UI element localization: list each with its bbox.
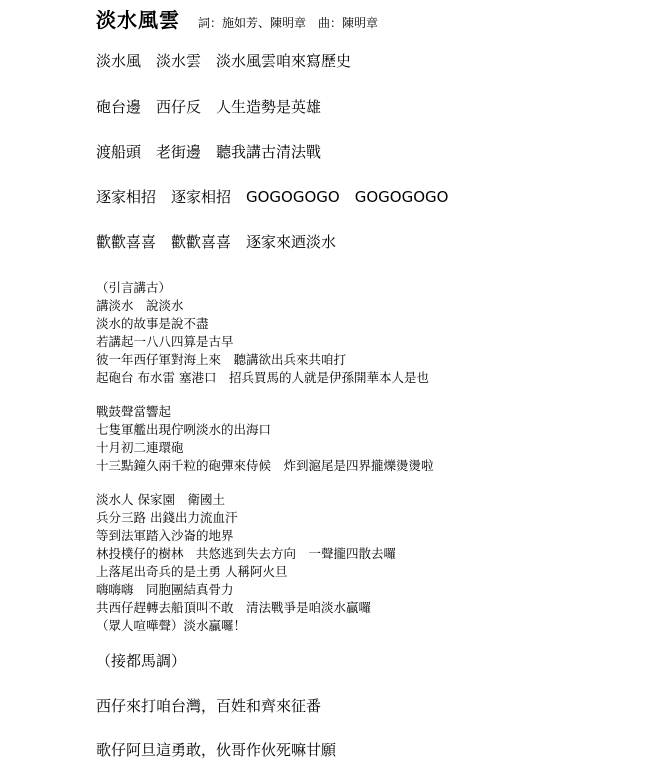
narration-line: 淡水的故事是說不盡 [96,316,209,331]
narration-line: 戰鼓聲當響起 [96,404,172,419]
narration-line: 十三點鐘久兩千粒的砲彈來侍候 炸到滬尾是四界攏爍燙燙啦 [96,458,434,473]
narration-line: 兵分三路 出錢出力流血汗 [96,510,238,525]
narration-line: 講淡水 說淡水 [96,298,184,313]
narration-line: 十月初二連環砲 [96,440,184,455]
narration-line: 彼一年西仔軍對海上來 聽講欲出兵來共咱打 [96,352,347,367]
section2-line-2: 歌仔阿旦這勇敢，伙哥作伙死嘛甘願 [96,741,337,759]
narration-line: 林投樸仔的樹林 共悠逃到失去方向 一聲攏四散去囉 [96,546,397,561]
narration-line: 若講起一八八四算是古早 [96,334,234,349]
narration-line: 起砲台 布水雷 塞港口 招兵買馬的人就是伊孫開華本人是也 [96,370,429,385]
narration-line: （引言講古） [96,280,172,295]
section2-line-1: 西仔來打咱台灣，百姓和齊來征番 [96,697,322,715]
song-title: 淡水風雲 [96,8,180,32]
narration-line: 嗨嗨嗨 同胞團結真骨力 [96,582,234,597]
verse-line-5: 歡歡喜喜 歡歡喜喜 逐家來迺淡水 [96,233,337,251]
narration-line: 七隻軍艦出現佇咧淡水的出海口 [96,422,272,437]
narration-line: （眾人喧嘩聲）淡水贏囉！ [96,618,247,633]
stanza-gap [96,387,656,403]
narration-line: 共西仔趕轉去船頂叫不敢 清法戰爭是咱淡水贏囉 [96,600,372,615]
verse-line-2: 砲台邊 西仔反 人生造勢是英雄 [96,98,322,116]
verse-line-1: 淡水風 淡水雲 淡水風雲咱來寫歷史 [96,52,352,70]
narration-line: 淡水人 保家園 衛國土 [96,492,225,507]
narration-line: 等到法軍踏入沙崙的地界 [96,528,234,543]
verse-line-3: 渡船頭 老街邊 聽我講古清法戰 [96,143,322,161]
section2-header: （接都馬調） [96,652,187,670]
verse-line-4: 逐家相招 逐家相招 GOGOGOGO GOGOGOGO [96,188,449,206]
narration-line: 上落尾出奇兵的是土勇 人稱阿火旦 [96,564,288,579]
title-row [96,4,378,33]
song-credits: 詞：施如芳、陳明章 曲：陳明章 [198,16,379,30]
stanza-gap [96,475,656,491]
narration-block [96,279,656,635]
